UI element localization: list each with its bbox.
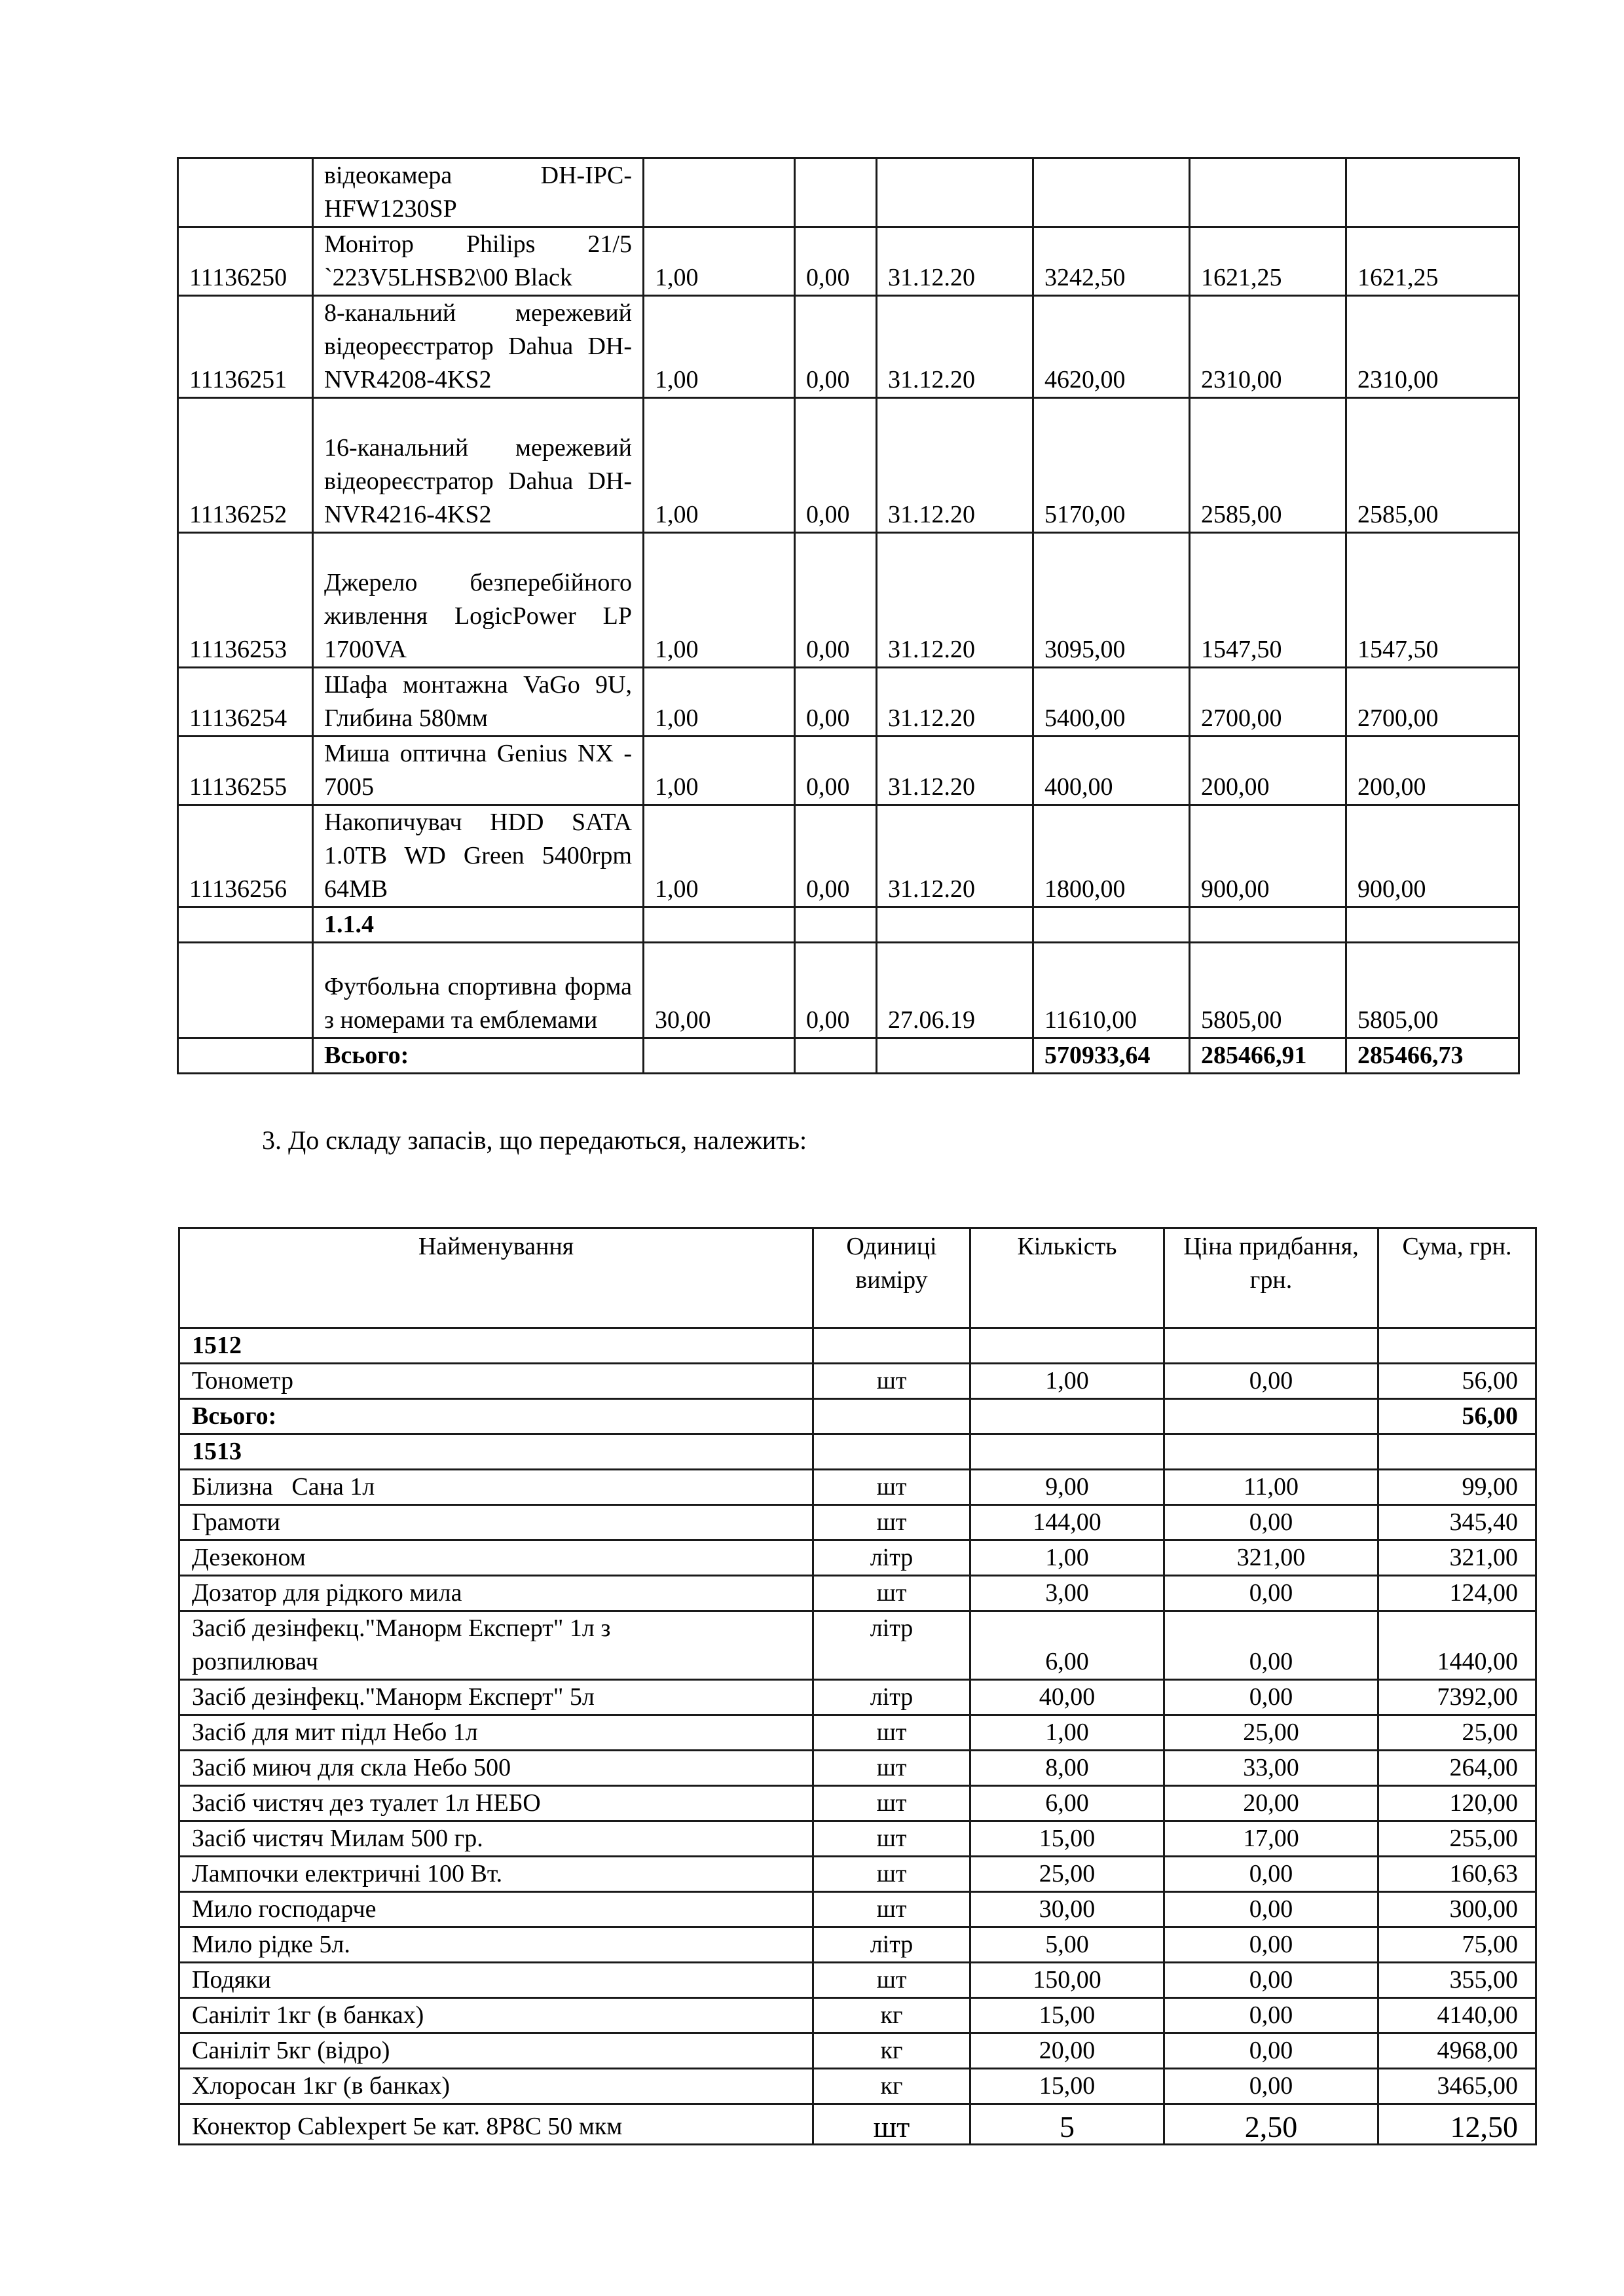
header-row: [179, 1228, 1536, 1328]
item-sum: 255,00: [1378, 1821, 1536, 1857]
item-price: 0,00: [1164, 1576, 1378, 1611]
residual-value: 5805,00: [1346, 943, 1519, 1038]
table-row: [178, 227, 1519, 296]
item-name: Мило рідке 5л.: [179, 1927, 813, 1963]
table-row: [179, 1963, 1536, 1998]
item-sum: 99,00: [1378, 1470, 1536, 1505]
quantity: 1,00: [644, 737, 795, 805]
date: 31.12.20: [877, 668, 1033, 737]
quantity: 1,00: [644, 398, 795, 533]
item-price: 0,00: [1164, 1857, 1378, 1892]
header-quantity: Кількість: [970, 1228, 1164, 1328]
residual-value: 2700,00: [1346, 668, 1519, 737]
item-price: 0,00: [1164, 1963, 1378, 1998]
empty-cell: [970, 1328, 1164, 1364]
empty-cell: [1164, 1434, 1378, 1470]
item-unit: шт: [813, 1715, 970, 1751]
cost: 1800,00: [1033, 805, 1190, 907]
empty-cell: [970, 1399, 1164, 1434]
depreciation: 2585,00: [1190, 398, 1346, 533]
item-price: 0,00: [1164, 1505, 1378, 1540]
table-row: [178, 943, 1519, 1038]
cost: 400,00: [1033, 737, 1190, 805]
item-unit: літр: [813, 1680, 970, 1715]
header-price: Ціна придбання, грн.: [1164, 1228, 1378, 1328]
item-sum: 345,40: [1378, 1505, 1536, 1540]
item-quantity: 15,00: [970, 2069, 1164, 2104]
item-unit: шт: [813, 1751, 970, 1786]
group-header-row: [179, 1328, 1536, 1364]
depreciation: 200,00: [1190, 737, 1346, 805]
depreciation: 5805,00: [1190, 943, 1346, 1038]
residual-value: [1346, 158, 1519, 227]
item-unit: шт: [813, 2104, 970, 2145]
quantity: 1,00: [644, 533, 795, 668]
item-name: Засіб дезінфекц."Манорм Експерт" 5л: [179, 1680, 813, 1715]
item-unit: шт: [813, 1786, 970, 1821]
item-unit: шт: [813, 1470, 970, 1505]
cost: 5400,00: [1033, 668, 1190, 737]
inventory-code: 11136256: [178, 805, 313, 907]
inventory-table: [178, 1227, 1537, 2145]
wear: 0,00: [795, 943, 877, 1038]
item-name: Грамоти: [179, 1505, 813, 1540]
asset-name: Джерело безперебійного живлення LogicPower LP 1700VA: [313, 533, 644, 668]
asset-name: 16-канальний мережевий відеореєстратор Dahua DH-NVR4216-4KS2: [313, 398, 644, 533]
empty-cell: [644, 1038, 795, 1074]
item-unit: шт: [813, 1576, 970, 1611]
header-sum: Сума, грн.: [1378, 1228, 1536, 1328]
cost: [1033, 907, 1190, 943]
empty-cell: [1164, 1399, 1378, 1434]
item-unit: шт: [813, 1821, 970, 1857]
item-quantity: 1,00: [970, 1540, 1164, 1576]
wear: [795, 907, 877, 943]
item-quantity: 40,00: [970, 1680, 1164, 1715]
inventory-code: 11136255: [178, 737, 313, 805]
date: 31.12.20: [877, 398, 1033, 533]
empty-cell: [1378, 1434, 1536, 1470]
table-row: [179, 1576, 1536, 1611]
cost: 3095,00: [1033, 533, 1190, 668]
inventory-code: 11136250: [178, 227, 313, 296]
table-row: [179, 1364, 1536, 1399]
table-row: [178, 398, 1519, 533]
item-name: Лампочки електричні 100 Вт.: [179, 1857, 813, 1892]
item-price: 0,00: [1164, 1892, 1378, 1927]
table-row: [179, 1470, 1536, 1505]
residual-value: [1346, 907, 1519, 943]
table-row: [178, 737, 1519, 805]
group-label: 1513: [179, 1434, 813, 1470]
depreciation: [1190, 907, 1346, 943]
table-row: [179, 1751, 1536, 1786]
item-unit: кг: [813, 2069, 970, 2104]
empty-cell: [813, 1399, 970, 1434]
date: [877, 158, 1033, 227]
quantity: 1,00: [644, 296, 795, 398]
item-name: Саніліт 5кг (відро): [179, 2033, 813, 2069]
depreciation: [1190, 158, 1346, 227]
item-quantity: 5: [970, 2104, 1164, 2145]
table-row: [179, 1998, 1536, 2033]
table-row: [179, 1505, 1536, 1540]
item-quantity: 5,00: [970, 1927, 1164, 1963]
table-row: [178, 805, 1519, 907]
item-unit: шт: [813, 1364, 970, 1399]
table-row: [179, 1857, 1536, 1892]
depreciation: 2310,00: [1190, 296, 1346, 398]
item-unit: літр: [813, 1927, 970, 1963]
quantity: 1,00: [644, 668, 795, 737]
wear: 0,00: [795, 533, 877, 668]
inventory-code: [178, 943, 313, 1038]
table-row: [179, 1715, 1536, 1751]
asset-name: Футбольна спортивна форма з номерами та емблемами: [313, 943, 644, 1038]
empty-cell: [178, 1038, 313, 1074]
cost: 11610,00: [1033, 943, 1190, 1038]
residual-value: 1547,50: [1346, 533, 1519, 668]
item-name: Засіб чистяч дез туалет 1л НЕБО: [179, 1786, 813, 1821]
empty-cell: [1164, 1328, 1378, 1364]
item-price: 0,00: [1164, 1364, 1378, 1399]
item-quantity: 6,00: [970, 1786, 1164, 1821]
item-price: 33,00: [1164, 1751, 1378, 1786]
asset-name: Накопичувач HDD SATA 1.0TB WD Green 5400rpm 64MB: [313, 805, 644, 907]
asset-name: Шафа монтажна VaGo 9U, Глибина 580мм: [313, 668, 644, 737]
quantity: 30,00: [644, 943, 795, 1038]
cost: 3242,50: [1033, 227, 1190, 296]
table-row: [179, 2104, 1536, 2145]
asset-name: 8-канальний мережевий відеореєстратор Dahua DH-NVR4208-4KS2: [313, 296, 644, 398]
item-unit: шт: [813, 1505, 970, 1540]
quantity: [644, 158, 795, 227]
table-row: [179, 1611, 1536, 1680]
item-name: Білизна Сана 1л: [179, 1470, 813, 1505]
item-sum: 321,00: [1378, 1540, 1536, 1576]
date: 31.12.20: [877, 227, 1033, 296]
item-quantity: 30,00: [970, 1892, 1164, 1927]
inventory-code: [178, 158, 313, 227]
date: 31.12.20: [877, 533, 1033, 668]
table-row: [179, 1786, 1536, 1821]
item-price: 0,00: [1164, 1611, 1378, 1680]
group-header-row: [179, 1434, 1536, 1470]
item-sum: 56,00: [1378, 1364, 1536, 1399]
empty-cell: [877, 1038, 1033, 1074]
asset-name: Миша оптична Genius NX - 7005: [313, 737, 644, 805]
depreciation: 900,00: [1190, 805, 1346, 907]
table-row: [179, 1680, 1536, 1715]
item-sum: 264,00: [1378, 1751, 1536, 1786]
item-quantity: 9,00: [970, 1470, 1164, 1505]
inventory-code: 11136254: [178, 668, 313, 737]
residual-value: 2585,00: [1346, 398, 1519, 533]
quantity: 1,00: [644, 805, 795, 907]
total-sum: 56,00: [1378, 1399, 1536, 1434]
table-row: [178, 668, 1519, 737]
table-row: [179, 1927, 1536, 1963]
item-quantity: 3,00: [970, 1576, 1164, 1611]
item-name: Мило господарче: [179, 1892, 813, 1927]
item-sum: 75,00: [1378, 1927, 1536, 1963]
cost: 4620,00: [1033, 296, 1190, 398]
cost: 5170,00: [1033, 398, 1190, 533]
asset-name: Монітор Philips 21/5 `223V5LHSB2\00 Black: [313, 227, 644, 296]
item-unit: кг: [813, 1998, 970, 2033]
item-price: 11,00: [1164, 1470, 1378, 1505]
item-sum: 4968,00: [1378, 2033, 1536, 2069]
depreciation: 1621,25: [1190, 227, 1346, 296]
table-row: [179, 1892, 1536, 1927]
inventory-code: [178, 907, 313, 943]
item-price: 0,00: [1164, 1927, 1378, 1963]
item-sum: 160,63: [1378, 1857, 1536, 1892]
item-sum: 120,00: [1378, 1786, 1536, 1821]
table-row: [179, 2033, 1536, 2069]
item-price: 321,00: [1164, 1540, 1378, 1576]
item-quantity: 8,00: [970, 1751, 1164, 1786]
residual-value: 200,00: [1346, 737, 1519, 805]
item-quantity: 25,00: [970, 1857, 1164, 1892]
item-quantity: 15,00: [970, 1821, 1164, 1857]
item-name: Дезеконом: [179, 1540, 813, 1576]
table-row: [179, 1821, 1536, 1857]
table-row: [178, 533, 1519, 668]
item-unit: шт: [813, 1963, 970, 1998]
item-sum: 1440,00: [1378, 1611, 1536, 1680]
item-name: Конектор Cablexpert 5е кат. 8Р8С 50 мкм: [179, 2104, 813, 2145]
wear: [795, 158, 877, 227]
wear: 0,00: [795, 227, 877, 296]
depreciation: 2700,00: [1190, 668, 1346, 737]
wear: 0,00: [795, 737, 877, 805]
item-price: 0,00: [1164, 2069, 1378, 2104]
wear: 0,00: [795, 668, 877, 737]
date: [877, 907, 1033, 943]
item-name: Засіб дезінфекц."Манорм Експерт" 1л з розпилювач: [179, 1611, 813, 1680]
quantity: [644, 907, 795, 943]
item-name: Засіб для мит підл Небо 1л: [179, 1715, 813, 1751]
group-header-row: [178, 907, 1519, 943]
item-unit: шт: [813, 1857, 970, 1892]
inventory-code: 11136253: [178, 533, 313, 668]
item-sum: 25,00: [1378, 1715, 1536, 1751]
table-row: [179, 2069, 1536, 2104]
date: 27.06.19: [877, 943, 1033, 1038]
total-label: Всього:: [313, 1038, 644, 1074]
total-depreciation: 285466,91: [1190, 1038, 1346, 1074]
total-row: [178, 1038, 1519, 1074]
residual-value: 2310,00: [1346, 296, 1519, 398]
item-price: 0,00: [1164, 1680, 1378, 1715]
item-sum: 124,00: [1378, 1576, 1536, 1611]
depreciation: 1547,50: [1190, 533, 1346, 668]
date: 31.12.20: [877, 296, 1033, 398]
date: 31.12.20: [877, 737, 1033, 805]
item-quantity: 6,00: [970, 1611, 1164, 1680]
date: 31.12.20: [877, 805, 1033, 907]
item-unit: літр: [813, 1540, 970, 1576]
item-price: 0,00: [1164, 2033, 1378, 2069]
residual-value: 1621,25: [1346, 227, 1519, 296]
table-row: [178, 158, 1519, 227]
section-heading: 3. До складу запасів, що передаються, належить:: [262, 1125, 807, 1155]
item-name: Тонометр: [179, 1364, 813, 1399]
asset-name: відеокамера DH-IPC-HFW1230SP: [313, 158, 644, 227]
item-name: Засіб миюч для скла Небо 500: [179, 1751, 813, 1786]
item-price: 25,00: [1164, 1715, 1378, 1751]
item-quantity: 15,00: [970, 1998, 1164, 2033]
table-row: [179, 1540, 1536, 1576]
table-row: [178, 296, 1519, 398]
empty-cell: [813, 1328, 970, 1364]
residual-value: 900,00: [1346, 805, 1519, 907]
item-sum: 7392,00: [1378, 1680, 1536, 1715]
item-name: Саніліт 1кг (в банках): [179, 1998, 813, 2033]
item-sum: 300,00: [1378, 1892, 1536, 1927]
item-sum: 355,00: [1378, 1963, 1536, 1998]
item-name: Засіб чистяч Милам 500 гр.: [179, 1821, 813, 1857]
item-name: Дозатор для рідкого мила: [179, 1576, 813, 1611]
item-sum: 3465,00: [1378, 2069, 1536, 2104]
item-quantity: 1,00: [970, 1715, 1164, 1751]
item-price: 20,00: [1164, 1786, 1378, 1821]
header-name: Найменування: [179, 1228, 813, 1328]
total-label: Всього:: [179, 1399, 813, 1434]
group-label: 1.1.4: [313, 907, 644, 943]
wear: 0,00: [795, 805, 877, 907]
wear: 0,00: [795, 398, 877, 533]
total-row: [179, 1399, 1536, 1434]
item-unit: шт: [813, 1892, 970, 1927]
item-quantity: 150,00: [970, 1963, 1164, 1998]
total-residual: 285466,73: [1346, 1038, 1519, 1074]
fixed-assets-table: [177, 157, 1520, 1074]
item-price: 2,50: [1164, 2104, 1378, 2145]
header-unit: Одиниці виміру: [813, 1228, 970, 1328]
item-unit: літр: [813, 1611, 970, 1680]
quantity: 1,00: [644, 227, 795, 296]
item-price: 0,00: [1164, 1998, 1378, 2033]
item-name: Хлоросан 1кг (в банках): [179, 2069, 813, 2104]
item-name: Подяки: [179, 1963, 813, 1998]
total-cost: 570933,64: [1033, 1038, 1190, 1074]
item-price: 17,00: [1164, 1821, 1378, 1857]
cost: [1033, 158, 1190, 227]
item-unit: кг: [813, 2033, 970, 2069]
empty-cell: [795, 1038, 877, 1074]
inventory-code: 11136252: [178, 398, 313, 533]
item-quantity: 20,00: [970, 2033, 1164, 2069]
item-sum: 12,50: [1378, 2104, 1536, 2145]
item-sum: 4140,00: [1378, 1998, 1536, 2033]
empty-cell: [1378, 1328, 1536, 1364]
wear: 0,00: [795, 296, 877, 398]
item-quantity: 144,00: [970, 1505, 1164, 1540]
empty-cell: [970, 1434, 1164, 1470]
inventory-code: 11136251: [178, 296, 313, 398]
item-quantity: 1,00: [970, 1364, 1164, 1399]
group-label: 1512: [179, 1328, 813, 1364]
empty-cell: [813, 1434, 970, 1470]
